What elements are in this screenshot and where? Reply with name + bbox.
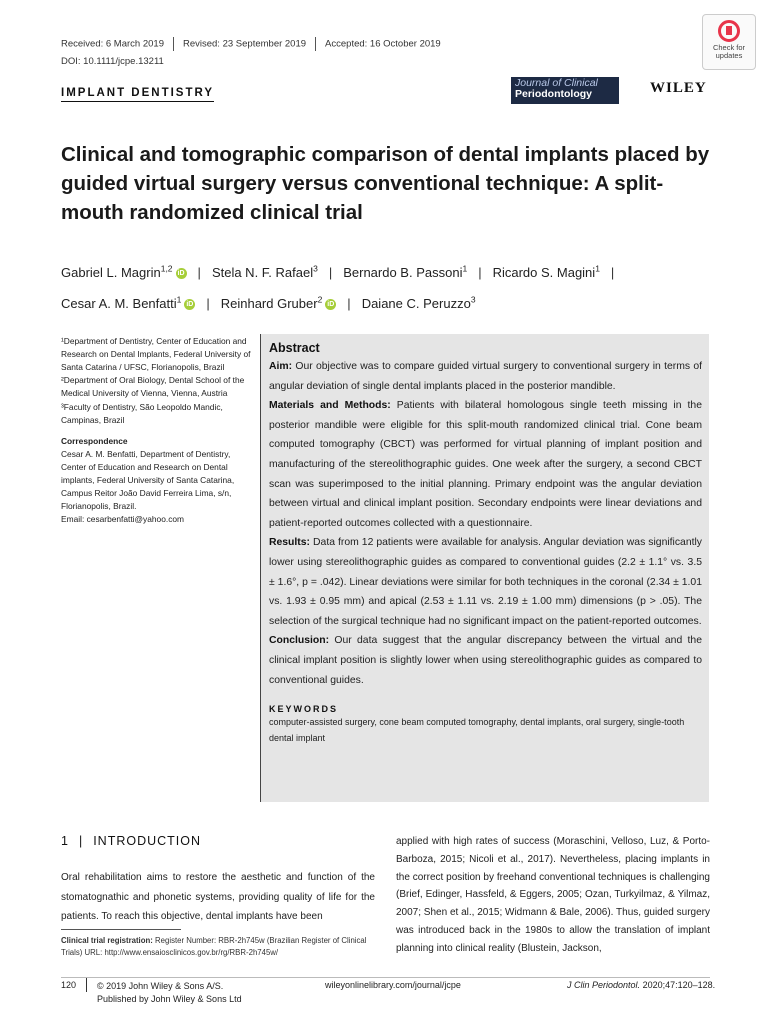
author[interactable]: Daiane C. Peruzzo$^3$ <box>361 294 476 311</box>
journal-logo-line2: Periodontology <box>515 88 592 100</box>
author[interactable]: Ricardo S. Magini$^1$ <box>492 264 600 281</box>
footer-divider <box>61 977 710 978</box>
affiliation: ³Faculty of Dentistry, São Leopoldo Mandic, Campinas, Brazil <box>61 401 223 425</box>
divider <box>315 37 316 51</box>
correspondence-label: Correspondence <box>61 435 128 446</box>
affiliation: ²Department of Oral Biology, Dental School of the Medical University of Vienna, Vienna, Austria <box>61 375 245 399</box>
updates-label-2: updates <box>715 51 743 60</box>
author-list: Gabriel L. Magrin$^{1,2}$ iD | Stela N. F. Rafael$^3$ | Bernardo B. Passoni$^1$ | Ricardo S. Magini$^1$ | Cesar A. M. Benfatti$^1$ iD | Reinhard Gruber$^2$ iD | Daiane C. Peruzzo$^3$ <box>61 264 615 311</box>
author[interactable]: Cesar A. M. Benfatti$^1$ iD <box>61 294 194 311</box>
affiliations <box>61 335 251 527</box>
revised-date: Revised: 23 September 2019 <box>182 38 307 50</box>
keywords-heading: KEYWORDS <box>269 704 339 715</box>
page-number: 120 <box>61 980 77 990</box>
trial-registration: Clinical trial registration: Register Number: RBR-2h745w (Brazilian Register of Clinical Trials) URL: http://www.ensaiosclinicos.gov.br/rg/RBR-2h745w/ <box>61 936 367 958</box>
divider <box>86 978 87 992</box>
orcid-icon[interactable]: iD <box>186 300 194 308</box>
correspondence-text: Cesar A. M. Benfatti, Department of Dentistry, Center of Education and Research on Dental implants, Federal University of Santa Catarina, Campus Reitor João David Ferreira Lima, s/n, Florianopolis, Brazil. <box>61 449 235 511</box>
bookmark-icon <box>718 20 740 42</box>
check-for-updates-button[interactable] <box>702 14 756 70</box>
updates-label-1: Check for <box>712 43 746 52</box>
doi-link[interactable]: DOI: 10.1111/jcpe.13211 <box>61 56 164 67</box>
publisher-logo[interactable]: WILEY <box>650 80 707 96</box>
received-date: Received: 6 March 2019 <box>61 38 164 50</box>
section-label: IMPLANT DENTISTRY <box>61 87 214 102</box>
correspondence-email[interactable]: Email: cesarbenfatti@yahoo.com <box>61 514 185 525</box>
author[interactable]: Reinhard Gruber$^2$ iD <box>220 294 335 311</box>
abstract-body <box>269 357 702 690</box>
footnote-rule <box>61 929 181 930</box>
abstract-aim: Aim: Our objective was to compare guided virtual surgery to conventional surgery in terms of angular deviation of single dental implants placed in the posterior mandible. <box>269 361 702 392</box>
citation: J Clin Periodontol. 2020;47:120–128. <box>567 980 716 990</box>
abstract-box <box>260 334 709 802</box>
orcid-icon[interactable]: iD <box>327 300 335 308</box>
author[interactable]: Gabriel L. Magrin$^{1,2}$ iD <box>61 264 185 281</box>
journal-logo[interactable] <box>511 77 619 104</box>
author[interactable]: Stela N. F. Rafael$^3$ <box>211 264 318 281</box>
keywords: computer-assisted surgery, cone beam computed tomography, dental implants, oral surgery, single-tooth dental implant <box>269 717 685 744</box>
journal-url[interactable]: wileyonlinelibrary.com/journal/jcpe <box>325 980 461 990</box>
abstract-methods: Materials and Methods: Patients with bilateral homologous single teeth missing in the posterior mandible were eligible for this split-mouth randomized clinical trial. Cone beam computed tomography (CBCT) was performed for virtual planning of implant position and manufacturing of the stereolithographic guides. One week after the surgery, a second CBCT scan was superimposed to the initial planning. Primary endpoint was the angular deviation between virtual and clinical implant position. Secondary endpoints were linear deviations and patient-reported outcomes collected with a questionnaire. <box>269 400 702 529</box>
abstract-heading: Abstract <box>269 341 320 355</box>
author[interactable]: Bernardo B. Passoni$^1$ <box>343 264 468 281</box>
intro-column-2: applied with high rates of success (Moraschini, Velloso, Luz, & Porto-Barboza, 2015; Nicoli et al., 2017). Nevertheless, placing implants in the correct position by freehand conventional techniques is challenging (Brief, Edinger, Hassfeld, & Eggers, 2005; Ozan, Turkyilmaz, & Yilmaz, 2007; Shen et al., 2015; Widmann & Bale, 2006). Thus, guided surgery was introduced back in the 1980s to allow the translation of implant planning into clinical reality (Blustein, Jackson, <box>396 836 710 954</box>
affiliation: ¹Department of Dentistry, Center of Education and Research on Dental Implants, Federal University of Santa Catarina / UFSC, Florianopolis, Brazil <box>61 336 251 372</box>
accepted-date: Accepted: 16 October 2019 <box>325 38 441 50</box>
copyright: © 2019 John Wiley & Sons A/S. Published by John Wiley & Sons Ltd <box>97 981 242 1004</box>
abstract-conclusion: Conclusion: Our data suggest that the angular discrepancy between the virtual and the clinical implant position is slightly lower when using stereolithographic guides as compared to conventional guides. <box>269 635 702 686</box>
abstract-results: Results: Data from 12 patients were available for analysis. Angular deviation was significantly lower using stereolithographic guides as compared to conventional guides (2.2 ± 1.1° vs. 3.5 ± 1.6°, p = .042). Linear deviations were similar for both techniques in the coronal (2.34 ± 1.01 vs. 1.93 ± 0.95 mm) and apical (2.53 ± 1.11 vs. 2.19 ± 1.00 mm) dimensions (p > .05). The selection of the surgical technique had no significant impact on the patient-reported outcomes. <box>269 537 703 627</box>
divider <box>173 37 174 51</box>
intro-column-1: Oral rehabilitation aims to restore the aesthetic and function of the stomatognathic and phonetic systems, providing quality of life for the patients. To reach this objective, dental implants have been <box>61 872 375 922</box>
orcid-icon[interactable]: iD <box>177 270 185 278</box>
section-heading: 1 | INTRODUCTION <box>61 834 202 848</box>
journal-logo-line1: Journal of Clinical <box>515 77 598 89</box>
article-title: Clinical and tomographic comparison of dental implants placed by guided virtual surgery versus conventional technique: A split-mouth randomized clinical trial <box>61 143 710 224</box>
article-dates <box>61 37 441 51</box>
